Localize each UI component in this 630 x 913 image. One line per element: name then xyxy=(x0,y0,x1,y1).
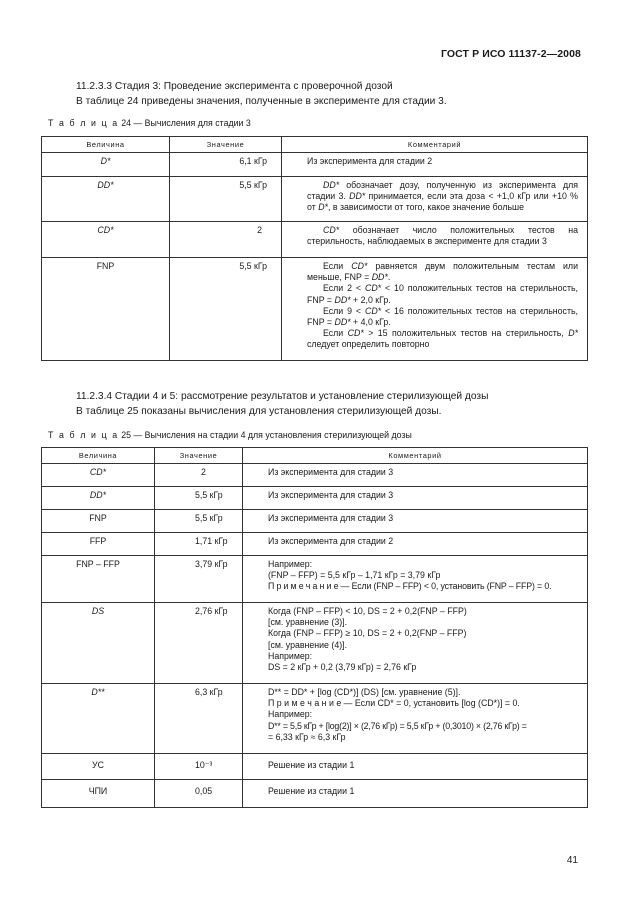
section-3-heading: 11.2.3.3 Стадия 3: Проведение эксперимента с проверочной дозой xyxy=(76,81,393,92)
quantity-cell: DD* xyxy=(42,177,170,222)
section-45-intro: В таблице 25 показаны вычисления для установления стерилизующей дозы. xyxy=(76,406,442,417)
table-row xyxy=(42,258,588,361)
value-cell: 0,05 xyxy=(155,780,243,808)
comment-cell: Из эксперимента для стадии 3 xyxy=(243,464,588,487)
table-row xyxy=(42,177,588,222)
table-row xyxy=(42,487,588,510)
comment-cell: Когда (FNP – FFP) < 10, DS = 2 + 0,2(FNP – FFP) [см. уравнение (3)]. Когда (FNP – FFP) ≥ 10, DS = 2 + 0,2(FNP – FFP) [см. уравнение (4)]. Например: DS = 2 кГр + 0,2 (3,79 кГр) = 2,76 кГр xyxy=(243,603,588,684)
value-cell: 2 xyxy=(155,464,243,487)
document-header: ГОСТ Р ИСО 11137-2—2008 xyxy=(440,48,581,60)
quantity-cell: DD* xyxy=(42,487,155,510)
quantity-cell: FNP – FFP xyxy=(42,556,155,603)
section-3-intro: В таблице 24 приведены значения, полученные в эксперименте для стадии 3. xyxy=(76,96,447,107)
table-row xyxy=(42,754,588,780)
section-45-heading: 11.2.3.4 Стадии 4 и 5: рассмотрение результатов и установление стерилизующей дозы xyxy=(76,391,489,402)
value-cell: 6,1 кГр xyxy=(170,153,282,177)
table-row xyxy=(42,153,588,177)
column-header: Значение xyxy=(155,448,243,464)
value-cell: 3,79 кГр xyxy=(155,556,243,603)
table-row xyxy=(42,684,588,754)
comment-cell: Из эксперимента для стадии 3 xyxy=(243,510,588,533)
column-header: Значение xyxy=(170,137,282,153)
quantity-cell: FNP xyxy=(42,510,155,533)
page-number: 41 xyxy=(566,855,578,866)
value-cell: 2,76 кГр xyxy=(155,603,243,684)
table-25-caption: Т а б л и ц а 25 — Вычисления на стадии 4 для установления стерилизующей дозы xyxy=(48,430,412,440)
comment-cell: Из эксперимента для стадии 3 xyxy=(243,487,588,510)
comment-cell: Решение из стадии 1 xyxy=(243,780,588,808)
table-row xyxy=(42,533,588,556)
value-cell: 5,5 кГр xyxy=(170,177,282,222)
table-24 xyxy=(41,136,588,361)
quantity-cell: ЧПИ xyxy=(42,780,155,808)
table-24-caption: Т а б л и ц а 24 — Вычисления для стадии 3 xyxy=(48,118,251,128)
comment-cell: Из эксперимента для стадии 2 xyxy=(282,153,588,177)
quantity-cell: DS xyxy=(42,603,155,684)
table-row xyxy=(42,510,588,533)
quantity-cell: CD* xyxy=(42,464,155,487)
comment-cell: CD* обозначает число положительных тестов на стерильность, наблюдаемых в эксперименте для стадии 3 xyxy=(282,222,588,258)
value-cell: 10⁻³ xyxy=(155,754,243,780)
column-header: Величина xyxy=(42,448,155,464)
table-row xyxy=(42,222,588,258)
value-cell: 1,71 кГр xyxy=(155,533,243,556)
comment-cell: Если CD* равняется двум положительным тестам или меньше, FNP = DD*. Если 2 < CD* < 10 положительных тестов на стерильность, FNP = DD* + 2,0 кГр. Если 9 < CD* < 16 положительных тестов на стерильность, FNP = DD* + 4,0 кГр. Если CD* > 15 положительных тестов на стерильность, D* следует определить повторно xyxy=(282,258,588,361)
table-header-row xyxy=(42,448,588,464)
table-header-row xyxy=(42,137,588,153)
table-row xyxy=(42,464,588,487)
value-cell: 5,5 кГр xyxy=(155,487,243,510)
quantity-cell: FNP xyxy=(42,258,170,361)
table-25 xyxy=(41,447,588,808)
quantity-cell: D** xyxy=(42,684,155,754)
value-cell: 5,5 кГр xyxy=(170,258,282,361)
comment-cell: Решение из стадии 1 xyxy=(243,754,588,780)
quantity-cell: УС xyxy=(42,754,155,780)
value-cell: 6,3 кГр xyxy=(155,684,243,754)
comment-cell: D** = DD* + [log (CD*)] (DS) [см. уравнение (5)]. П р и м е ч а н и е — Если CD* = 0, установить [log (CD*)] = 0. Например: D** = 5,5 кГр + [log(2)] × (2,76 кГр) = 5,5 кГр + (0,3010) × (2,76 кГр) = = 6,33 кГр ≈ 6,3 кГр xyxy=(243,684,588,754)
table-row xyxy=(42,780,588,808)
comment-cell: Например: (FNP – FFP) = 5,5 кГр – 1,71 кГр = 3,79 кГр П р и м е ч а н и е — Если (FNP – FFP) < 0, установить (FNP – FFP) = 0. xyxy=(243,556,588,603)
table-row xyxy=(42,603,588,684)
value-cell: 2 xyxy=(170,222,282,258)
comment-cell: DD* обозначает дозу, полученную из эксперимента для стадии 3. DD* принимается, если эта доза < +1,0 кГр или +10 % от D*, в зависимости от того, какое значение больше xyxy=(282,177,588,222)
column-header: Комментарий xyxy=(282,137,588,153)
column-header: Величина xyxy=(42,137,170,153)
quantity-cell: D* xyxy=(42,153,170,177)
quantity-cell: CD* xyxy=(42,222,170,258)
value-cell: 5,5 кГр xyxy=(155,510,243,533)
quantity-cell: FFP xyxy=(42,533,155,556)
column-header: Комментарий xyxy=(243,448,588,464)
comment-cell: Из эксперимента для стадии 2 xyxy=(243,533,588,556)
table-row xyxy=(42,556,588,603)
